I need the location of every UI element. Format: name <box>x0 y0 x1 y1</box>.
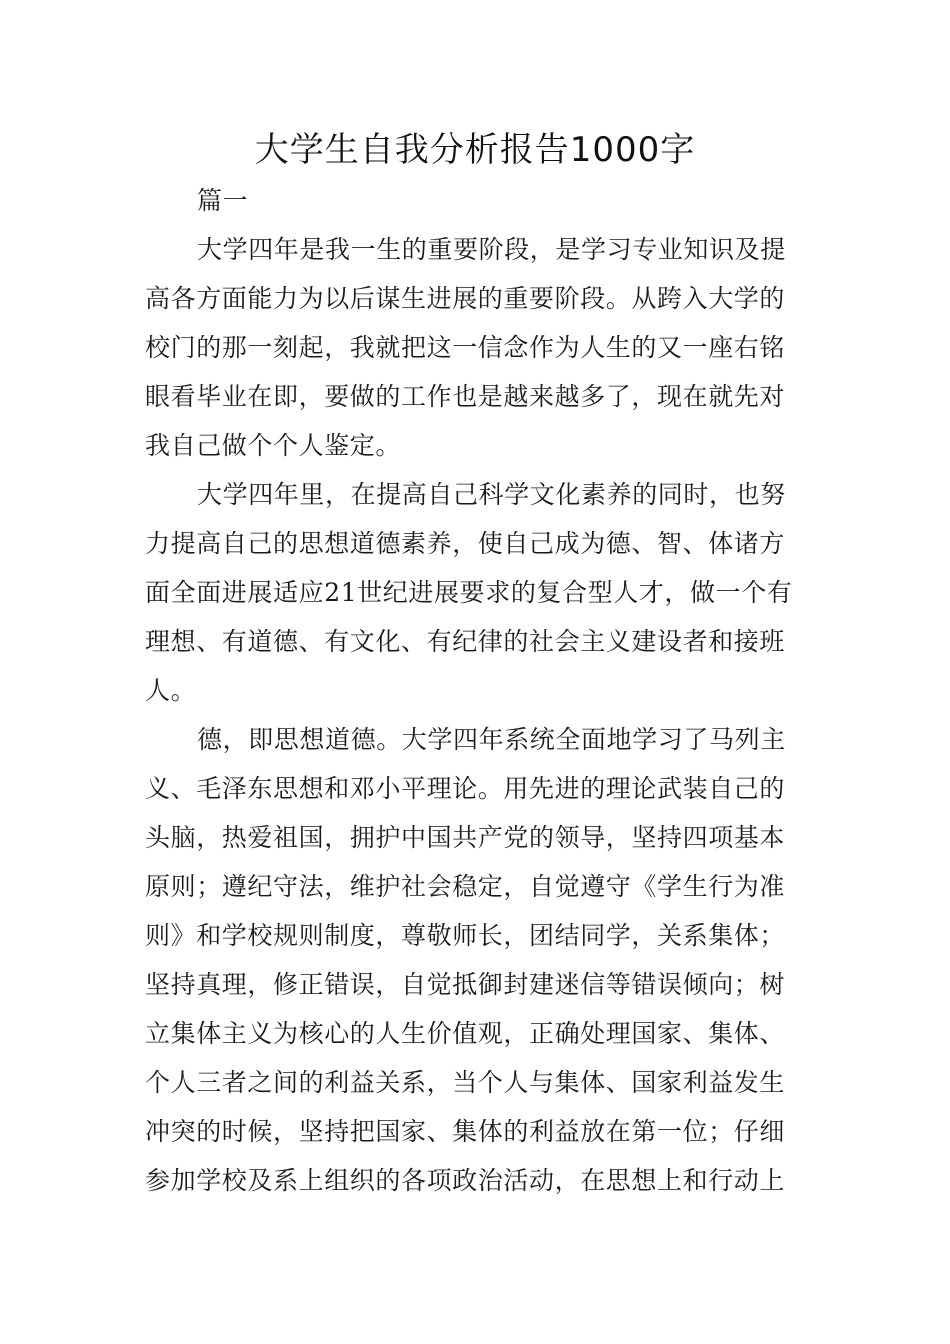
paragraph-line: 头脑，热爱祖国，拥护中国共产党的领导，坚持四项基本 <box>145 823 786 852</box>
paragraph-line: 我自己做个个人鉴定。 <box>145 431 402 460</box>
paragraph-1 <box>145 225 810 470</box>
paragraph-2 <box>145 470 810 715</box>
paragraph-line: 参加学校及系上组织的各项政治活动，在思想上和行动上 <box>145 1166 786 1195</box>
paragraph-line: 力提高自己的思想道德素养，使自己成为德、智、体诸方 <box>145 529 786 558</box>
paragraph-line: 人。 <box>145 676 197 705</box>
paragraph-line: 则》和学校规则制度，尊敬师长，团结同学，关系集体； <box>145 921 786 950</box>
paragraph-line: 坚持真理，修正错误，自觉抵御封建迷信等错误倾向；树 <box>145 970 786 999</box>
paragraph-line: 面全面进展适应21世纪进展要求的复合型人才，做一个有 <box>145 578 793 607</box>
paragraph-line: 冲突的时候，坚持把国家、集体的利益放在第一位；仔细 <box>145 1117 786 1146</box>
paragraph-line: 眼看毕业在即，要做的工作也是越来越多了，现在就先对 <box>145 382 786 411</box>
paragraph-line: 高各方面能力为以后谋生进展的重要阶段。从跨入大学的 <box>145 284 786 313</box>
document-title: 大学生自我分析报告1000字 <box>254 130 696 170</box>
section-label: 篇一 <box>197 186 249 215</box>
paragraph-line: 义、毛泽东思想和邓小平理论。用先进的理论武装自己的 <box>145 774 786 803</box>
paragraph-line: 理想、有道德、有文化、有纪律的社会主义建设者和接班 <box>145 627 786 656</box>
document-body <box>145 176 810 1205</box>
paragraph-line: 德，即思想道德。大学四年系统全面地学习了马列主 <box>197 725 786 754</box>
paragraph-line: 大学四年是我一生的重要阶段，是学习专业知识及提 <box>197 235 786 264</box>
paragraph-line: 个人三者之间的利益关系，当个人与集体、国家利益发生 <box>145 1068 786 1097</box>
paragraph-line: 校门的那一刻起，我就把这一信念作为人生的又一座右铭 <box>145 333 786 362</box>
paragraph-line: 大学四年里，在提高自己科学文化素养的同时，也努 <box>197 480 786 509</box>
paragraph-line: 原则；遵纪守法，维护社会稳定，自觉遵守《学生行为准 <box>145 872 786 901</box>
paragraph-3 <box>145 715 810 1205</box>
paragraph-line: 立集体主义为核心的人生价值观，正确处理国家、集体、 <box>145 1019 786 1048</box>
